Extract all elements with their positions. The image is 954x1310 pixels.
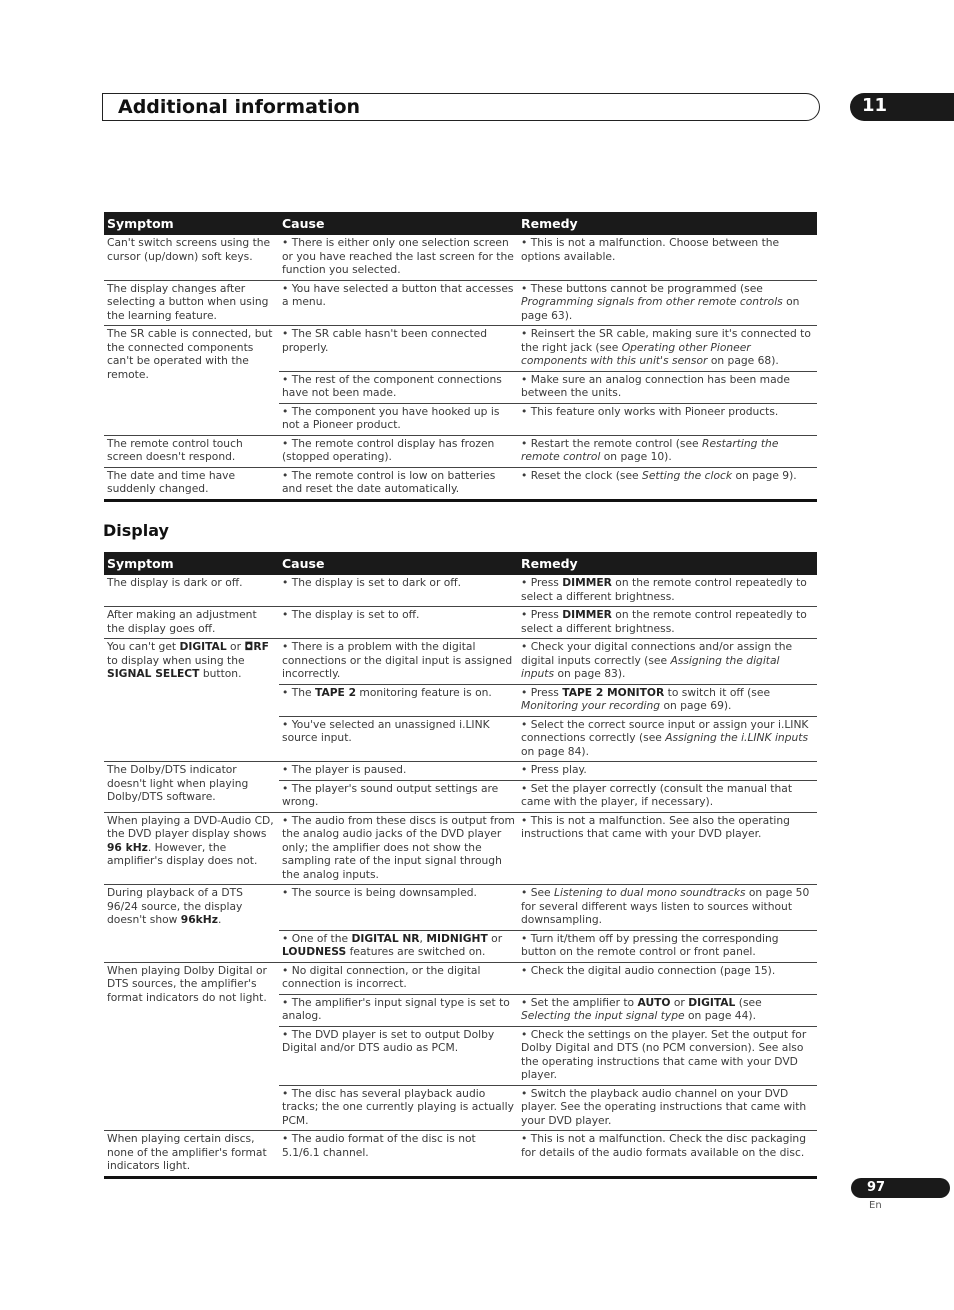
cause-cell: • The amplifier's input signal type is set to analog. bbox=[279, 994, 518, 1026]
cause-cell: • The audio from these discs is output from the analog audio jacks of the DVD player only; the amplifier does not show the sampling rate of the input signal through the analog inputs. bbox=[279, 812, 518, 885]
table-row bbox=[104, 326, 817, 372]
remedy-cell: • Check your digital connections and/or assign the digital inputs correctly (see Assigning the digital inputs on page 83). bbox=[518, 639, 817, 685]
cause-cell: • You have selected a button that accesses a menu. bbox=[279, 280, 518, 326]
symptom-cell: The SR cable is connected, but the connected components can't be operated with the remote. bbox=[104, 326, 279, 436]
symptom-cell: When playing certain discs, none of the amplifier's format indicators light. bbox=[104, 1131, 279, 1178]
chapter-number-tab bbox=[850, 93, 954, 121]
remedy-cell: • Press DIMMER on the remote control repeatedly to select a different brightness. bbox=[518, 607, 817, 639]
language-code: En bbox=[869, 1200, 882, 1211]
chapter-number: 11 bbox=[862, 95, 888, 116]
cause-cell: • The DVD player is set to output Dolby Digital and/or DTS audio as PCM. bbox=[279, 1026, 518, 1085]
cause-cell: • The rest of the component connections have not been made. bbox=[279, 371, 518, 403]
cause-cell: • You've selected an unassigned i.LINK source input. bbox=[279, 716, 518, 762]
cause-cell: • The remote control display has frozen (stopped operating). bbox=[279, 435, 518, 467]
cause-cell: • There is a problem with the digital connections or the digital input is assigned incorrectly. bbox=[279, 639, 518, 685]
cause-cell: • There is either only one selection screen or you have reached the last screen for the function you selected. bbox=[279, 235, 518, 280]
symptom-cell: The date and time have suddenly changed. bbox=[104, 467, 279, 500]
cause-cell: • The display is set to off. bbox=[279, 607, 518, 639]
remedy-cell: • This is not a malfunction. Choose between the options available. bbox=[518, 235, 817, 280]
table-row bbox=[104, 1131, 817, 1178]
cause-cell: • The source is being downsampled. bbox=[279, 885, 518, 931]
symptom-cell: The remote control touch screen doesn't respond. bbox=[104, 435, 279, 467]
remedy-cell: • Press TAPE 2 MONITOR to switch it off (see Monitoring your recording on page 69). bbox=[518, 684, 817, 716]
remedy-column-header: Remedy bbox=[518, 552, 817, 575]
remedy-cell: • These buttons cannot be programmed (see Programming signals from other remote controls on page 63). bbox=[518, 280, 817, 326]
table-row bbox=[104, 467, 817, 500]
table-row bbox=[104, 885, 817, 931]
chapter-header bbox=[102, 93, 820, 121]
table-row bbox=[104, 639, 817, 685]
remedy-cell: • Press DIMMER on the remote control repeatedly to select a different brightness. bbox=[518, 575, 817, 607]
remedy-cell: • This feature only works with Pioneer products. bbox=[518, 403, 817, 435]
cause-cell: • The TAPE 2 monitoring feature is on. bbox=[279, 684, 518, 716]
cause-cell: • One of the DIGITAL NR, MIDNIGHT or LOUDNESS features are switched on. bbox=[279, 930, 518, 962]
symptom-cell: You can't get DIGITAL or ◘RF to display when using the SIGNAL SELECT button. bbox=[104, 639, 279, 762]
cause-cell: • The component you have hooked up is not a Pioneer product. bbox=[279, 403, 518, 435]
table-header-row bbox=[104, 212, 817, 235]
remedy-cell: • This is not a malfunction. See also the operating instructions that came with your DVD player. bbox=[518, 812, 817, 885]
table-row bbox=[104, 762, 817, 781]
cause-cell: • The audio format of the disc is not 5.1/6.1 channel. bbox=[279, 1131, 518, 1178]
page-number-badge bbox=[851, 1178, 950, 1198]
table-row bbox=[104, 607, 817, 639]
cause-column-header: Cause bbox=[279, 552, 518, 575]
remedy-column-header: Remedy bbox=[518, 212, 817, 235]
cause-cell: • No digital connection, or the digital connection is incorrect. bbox=[279, 962, 518, 994]
remedy-cell: • Switch the playback audio channel on your DVD player. See the operating instructions that came with your DVD player. bbox=[518, 1085, 817, 1131]
table-row bbox=[104, 280, 817, 326]
table-row bbox=[104, 435, 817, 467]
symptom-column-header: Symptom bbox=[104, 212, 279, 235]
remedy-cell: • See Listening to dual mono soundtracks on page 50 for several different ways listen to sources without downsampling. bbox=[518, 885, 817, 931]
remedy-cell: • Check the digital audio connection (page 15). bbox=[518, 962, 817, 994]
remedy-cell: • Set the amplifier to AUTO or DIGITAL (see Selecting the input signal type on page 44). bbox=[518, 994, 817, 1026]
cause-cell: • The player's sound output settings are wrong. bbox=[279, 780, 518, 812]
cause-cell: • The player is paused. bbox=[279, 762, 518, 781]
symptom-cell: When playing Dolby Digital or DTS sources, the amplifier's format indicators do not light. bbox=[104, 962, 279, 1131]
symptom-column-header: Symptom bbox=[104, 552, 279, 575]
cause-cell: • The SR cable hasn't been connected properly. bbox=[279, 326, 518, 372]
symptom-cell: Can't switch screens using the cursor (up/down) soft keys. bbox=[104, 235, 279, 280]
remedy-cell: • Select the correct source input or assign your i.LINK connections correctly (see Assigning the i.LINK inputs on page 84). bbox=[518, 716, 817, 762]
symptom-cell: After making an adjustment the display goes off. bbox=[104, 607, 279, 639]
table-row bbox=[104, 962, 817, 994]
table-row bbox=[104, 812, 817, 885]
cause-cell: • The remote control is low on batteries and reset the date automatically. bbox=[279, 467, 518, 500]
table-row bbox=[104, 575, 817, 607]
symptom-cell: During playback of a DTS 96/24 source, the display doesn't show 96kHz. bbox=[104, 885, 279, 963]
symptom-cell: The display changes after selecting a button when using the learning feature. bbox=[104, 280, 279, 326]
cause-cell: • The display is set to dark or off. bbox=[279, 575, 518, 607]
symptom-cell: When playing a DVD-Audio CD, the DVD player display shows 96 kHz. However, the amplifier's display does not. bbox=[104, 812, 279, 885]
troubleshooting-table-display bbox=[104, 552, 817, 1179]
remedy-cell: • Restart the remote control (see Restarting the remote control on page 10). bbox=[518, 435, 817, 467]
symptom-cell: The Dolby/DTS indicator doesn't light when playing Dolby/DTS software. bbox=[104, 762, 279, 813]
remedy-cell: • Turn it/them off by pressing the corresponding button on the remote control or front panel. bbox=[518, 930, 817, 962]
remedy-cell: • Check the settings on the player. Set the output for Dolby Digital and DTS (no PCM conversion). See also the operating instructions that came with your DVD player. bbox=[518, 1026, 817, 1085]
remedy-cell: • Press play. bbox=[518, 762, 817, 781]
remedy-cell: • Set the player correctly (consult the manual that came with the player, if necessary). bbox=[518, 780, 817, 812]
remedy-cell: • Reset the clock (see Setting the clock on page 9). bbox=[518, 467, 817, 500]
page-number: 97 bbox=[867, 1180, 886, 1195]
table-row bbox=[104, 235, 817, 280]
troubleshooting-table-remote bbox=[104, 212, 817, 502]
remedy-cell: • This is not a malfunction. Check the disc packaging for details of the audio formats available on the disc. bbox=[518, 1131, 817, 1178]
cause-column-header: Cause bbox=[279, 212, 518, 235]
section-heading-display: Display bbox=[103, 521, 169, 540]
page-title: Additional information bbox=[118, 96, 361, 118]
remedy-cell: • Make sure an analog connection has been made between the units. bbox=[518, 371, 817, 403]
remedy-cell: • Reinsert the SR cable, making sure it's connected to the right jack (see Operating other Pioneer components with this unit's sensor on page 68). bbox=[518, 326, 817, 372]
symptom-cell: The display is dark or off. bbox=[104, 575, 279, 607]
table-header-row bbox=[104, 552, 817, 575]
cause-cell: • The disc has several playback audio tracks; the one currently playing is actually PCM. bbox=[279, 1085, 518, 1131]
